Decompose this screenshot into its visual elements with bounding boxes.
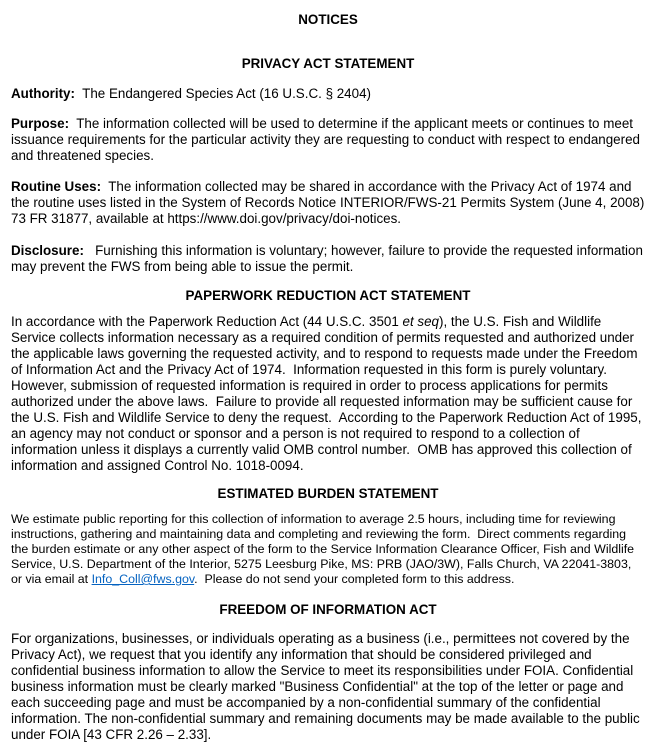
paperwork-reduction-heading: PAPERWORK REDUCTION ACT STATEMENT	[185, 288, 471, 303]
notices-title: NOTICES	[298, 12, 358, 27]
email-link[interactable]: Info_Coll@fws.gov	[91, 572, 195, 586]
estimated-burden-paragraph	[11, 512, 645, 587]
paperwork-et-seq: et seq	[402, 314, 439, 329]
routine-uses-paragraph	[11, 179, 649, 227]
routine-uses-label: Routine Uses:	[11, 179, 102, 194]
disclosure-paragraph	[11, 243, 645, 275]
paperwork-text-before: In accordance with the Paperwork Reduction Act (44 U.S.C. 3501	[11, 314, 403, 329]
paperwork-reduction-paragraph	[11, 314, 645, 474]
authority-paragraph	[11, 86, 645, 102]
authority-text: The Endangered Species Act (16 U.S.C. § 2404)	[74, 86, 371, 101]
privacy-act-heading: PRIVACY ACT STATEMENT	[241, 56, 415, 71]
foia-heading: FREEDOM OF INFORMATION ACT	[219, 602, 437, 617]
estimated-burden-heading: ESTIMATED BURDEN STATEMENT	[217, 486, 439, 501]
routine-uses-text: The information collected may be shared in accordance with the Privacy Act of 1974 and the routine uses listed in the System of Records Notice INTERIOR/FWS-21 Permits System (June 4, 2008) 73 FR 31877, available at https://www.doi.gov/privacy/doi-notices.	[11, 179, 649, 226]
purpose-text: The information collected will be used to determine if the applicant meets or continues to meet issuance requirements for the particular activity they are requesting to conduct with respect to endangered and threatened species.	[11, 116, 644, 163]
purpose-label: Purpose:	[11, 116, 70, 131]
burden-text-after: . Please do not send your completed form to this address.	[194, 572, 515, 586]
purpose-paragraph	[11, 116, 645, 164]
paperwork-text-after: ), the U.S. Fish and Wildlife Service collects information necessary as a required condition of permits requested and authorized under the applicable laws governing the requested activity, and to respond to requests made under the Freedom of Information Act and the Privacy Act of 1974. Information requested in this form is purely voluntary. However, submission of requested information is required in order to process applications for permits authorized under the above laws. Failure to provide all requested information may be sufficient cause for the U.S. Fish and Wildlife Service to deny the request. According to the Paperwork Reduction Act of 1995, an agency may not conduct or sponsor and a person is not required to respond to a collection of information unless it displays a currently valid OMB control number. OMB has approved this collection of information and assigned Control No. 1018-0094.	[11, 314, 646, 473]
foia-paragraph: For organizations, businesses, or individuals operating as a business (i.e., permittees not covered by the Privacy Act), we request that you identify any information that should be considered privileged and confidential business information to allow the Service to meet its responsibilities under FOIA. Confidential business information must be clearly marked "Business Confidential" at the top of the letter or page and each succeeding page and must be accompanied by a non-confidential summary of the confidential information. The non-confidential summary and remaining documents may be made available to the public under FOIA [43 CFR 2.26 – 2.33].	[11, 631, 644, 742]
disclosure-text: Furnishing this information is voluntary; however, failure to provide the requested information may prevent the FWS from being able to issue the permit.	[11, 243, 647, 274]
burden-text-before: We estimate public reporting for this collection of information to average 2.5 hours, including time for reviewing instructions, gathering and maintaining data and completing and reviewing the form. Direct comments regarding the burden estimate or any other aspect of the form to the Service Information Clearance Officer, Fish and Wildlife Service, U.S. Department of the Interior, 5275 Leesburg Pike, MS: PRB (JAO/3W), Falls Church, VA 22041-3803, or via email at	[11, 512, 638, 586]
authority-label: Authority:	[11, 86, 75, 101]
disclosure-label: Disclosure:	[11, 243, 84, 258]
